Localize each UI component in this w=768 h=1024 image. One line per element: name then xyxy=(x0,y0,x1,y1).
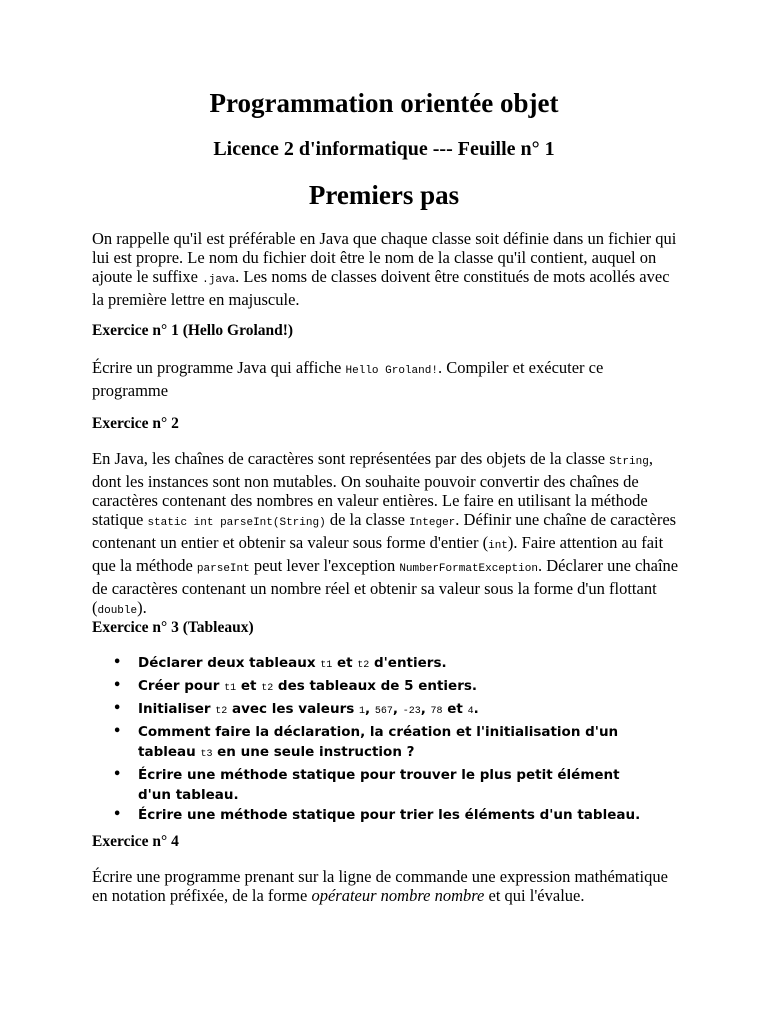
list-text: Créer pour xyxy=(138,678,225,694)
list-text: Écrire une méthode statique pour trier les éléments d'un tableau. xyxy=(138,807,641,823)
ex2-text-1: En Java, les chaînes de caractères sont représentées par des objets de la classe xyxy=(92,449,610,468)
document-title: Programmation orientée objet xyxy=(209,88,559,118)
list-code: t2 xyxy=(357,660,370,671)
exercise-3-list xyxy=(92,653,652,825)
ex4-text-1: Écrire une programme prenant sur la ligne de commande une expression mathématique en notation préfixée, de la forme xyxy=(92,867,668,905)
list-code: t1 xyxy=(224,683,237,694)
intro-text-2: . Les noms de classes doivent être constitués de mots acollés avec la première lettre en majuscule. xyxy=(92,267,670,309)
ex2-code-string: String xyxy=(609,456,649,468)
bullet-icon: • xyxy=(113,807,122,822)
intro-paragraph xyxy=(92,229,682,309)
list-item xyxy=(92,805,652,825)
section-heading: Premiers pas xyxy=(308,180,460,210)
list-text: des tableaux de 5 entiers. xyxy=(273,678,478,694)
list-code: 1 xyxy=(358,706,365,717)
exercise-1-title: Exercice n° 1 (Hello Groland!) xyxy=(92,322,294,339)
ex2-code-parseint: parseInt xyxy=(196,563,250,575)
intro-code-java: .java xyxy=(202,274,236,286)
list-item xyxy=(92,765,652,805)
ex4-emphasis: opérateur nombre nombre xyxy=(311,886,485,905)
list-code: 78 xyxy=(430,706,443,717)
document-subtitle: Licence 2 d'informatique --- Feuille n° 1 xyxy=(213,138,555,160)
exercise-4-title: Exercice n° 4 xyxy=(92,833,179,850)
list-text: , xyxy=(392,701,403,717)
list-code: t3 xyxy=(200,749,213,760)
ex2-text-5: ). Faire attention au fait que la méthode xyxy=(92,533,664,575)
list-code: t2 xyxy=(215,706,228,717)
ex2-code-integer: Integer xyxy=(409,517,456,529)
bullet-icon: • xyxy=(113,724,122,739)
exercise-1-paragraph xyxy=(92,358,682,400)
list-item xyxy=(92,722,652,765)
list-code: -23 xyxy=(402,706,421,717)
ex2-text-6: peut lever l'exception xyxy=(249,556,400,575)
exercise-2-title: Exercice n° 2 xyxy=(92,415,179,432)
list-text: Initialiser xyxy=(138,701,216,717)
list-text: d'entiers. xyxy=(369,655,447,671)
list-text: et xyxy=(442,701,468,717)
list-code: t2 xyxy=(261,683,274,694)
bullet-icon: • xyxy=(113,701,122,716)
ex2-text-8: ). xyxy=(137,598,147,617)
ex2-code-double: double xyxy=(97,605,138,617)
bullet-icon: • xyxy=(113,767,122,782)
exercise-2-paragraph xyxy=(92,449,682,621)
list-text: . xyxy=(473,701,479,717)
ex4-text-2: et qui l'évalue. xyxy=(484,886,585,905)
list-text: , xyxy=(420,701,431,717)
exercise-4-paragraph xyxy=(92,867,682,905)
ex1-text-2: . Compiler et exécuter ce programme xyxy=(92,358,604,400)
list-item xyxy=(92,653,652,676)
intro-text-1: On rappelle qu'il est préférable en Java que chaque classe soit définie dans un fichier qui lui est propre. Le nom du fichier doit être le nom de la classe qu'il contient, auquel on ajoute le suffixe xyxy=(92,229,677,286)
list-code: 4 xyxy=(467,706,474,717)
list-code: t1 xyxy=(320,660,333,671)
ex2-text-4: . Définir une chaîne de caractères contenant un entier et obtenir sa valeur sous forme d'entier ( xyxy=(92,510,677,552)
list-text: et xyxy=(332,655,358,671)
ex1-text-1: Écrire un programme Java qui affiche xyxy=(92,358,346,377)
list-text: Écrire une méthode statique pour trouver le plus petit élément d'un tableau. xyxy=(138,767,620,803)
ex2-text-2: , dont les instances sont non mutables. On souhaite pouvoir convertir des chaînes de caractères contenant des nombres en valeur entières. Le faire en utilisant la méthode statique xyxy=(92,449,653,529)
bullet-icon: • xyxy=(113,678,122,693)
exercise-3-title: Exercice n° 3 (Tableaux) xyxy=(92,619,254,636)
list-text: Déclarer deux tableaux xyxy=(138,655,321,671)
list-text: avec les valeurs xyxy=(227,701,359,717)
ex2-text-3: de la classe xyxy=(325,510,410,529)
list-item xyxy=(92,676,652,699)
list-item xyxy=(92,699,652,722)
bullet-icon: • xyxy=(113,655,122,670)
list-text: en une seule instruction ? xyxy=(212,744,415,760)
ex2-code-exception: NumberFormatException xyxy=(399,563,538,575)
ex2-code-parseint-signature: static int parseInt(String) xyxy=(147,517,326,529)
ex1-code-hello: Hello Groland! xyxy=(345,365,438,377)
list-text: , xyxy=(364,701,375,717)
ex2-code-int: int xyxy=(488,540,508,552)
ex2-text-7: . Déclarer une chaîne de caractères contenant un nombre réel et obtenir sa valeur sous la forme d'un flottant ( xyxy=(92,556,679,617)
list-text: et xyxy=(236,678,262,694)
list-code: 567 xyxy=(374,706,393,717)
list-text: Comment faire la déclaration, la création et l'initialisation d'un tableau xyxy=(138,724,619,760)
